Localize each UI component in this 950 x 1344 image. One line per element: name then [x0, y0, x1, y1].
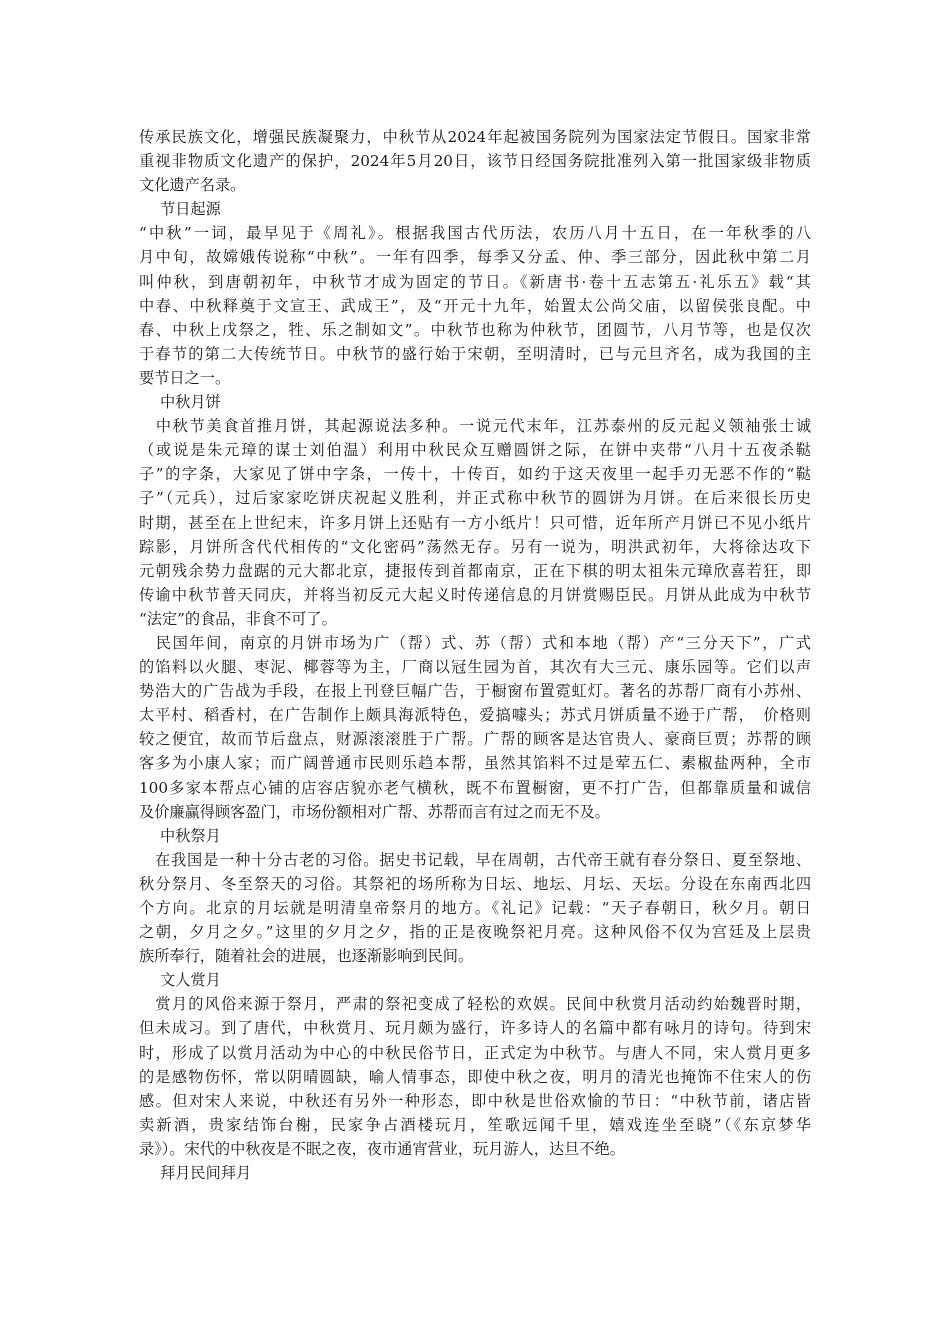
section-heading-mooncake: 中秋月饼: [160, 393, 221, 412]
text-line: 踪影，月饼所含代代相传的“文化密码”荡然无存。另有一说为，明洪武初年，大将徐达攻下: [139, 537, 811, 556]
section-heading-folk-worship: 拜月民间拜月: [160, 1164, 252, 1183]
paragraph-republic-era: [139, 631, 811, 824]
text-line: 要节日之一。: [139, 368, 231, 387]
text-line: 赏月的风俗来源于祭月，严肃的祭祀变成了轻松的欢娱。民间中秋赏月活动约始魏晋时期，: [139, 995, 811, 1014]
text-line: 中春、中秋释奠于文宣王、武成王”，及“开元十九年，始置太公尚父庙，以留侯张良配。中: [139, 296, 811, 315]
paragraph-moon-worship: [139, 848, 811, 968]
text-line: 春、中秋上戊祭之，牲、乐之制如文”。中秋节也称为仲秋节，团圆节，八月节等，也是仅次: [139, 320, 811, 339]
text-line: 时，形成了以赏月活动为中心的中秋民俗节日，正式定为中秋节。与唐人不同，宋人赏月更多: [139, 1043, 811, 1062]
text-line: 100多家本帮点心铺的店容店貌亦老气横秋，既不布置橱窗，更不打广告，但都靠质量和诚信: [139, 778, 811, 797]
paragraph-literati: [139, 992, 811, 1161]
document-body: [139, 125, 811, 1185]
text-line: 客多为小康人家；而广阔普通市民则乐趋本帮，虽然其馅料不过是荤五仁、素椒盐两种，全市: [139, 754, 811, 773]
text-line: 及价廉赢得顾客盈门，市场份额相对广帮、苏帮而言有过之而无不及。: [139, 802, 610, 821]
text-line: 之朝，夕月之夕。”这里的夕月之夕，指的正是夜晚祭祀月亮。这种风俗不仅为宫廷及上层贵: [139, 923, 811, 942]
paragraph-mooncake: [139, 414, 811, 631]
section-heading-moon-worship: 中秋祭月: [160, 826, 221, 845]
paragraph-intro: [139, 125, 811, 197]
text-line: 时期，甚至在上世纪末，许多月饼上还贴有一方小纸片！只可惜，近年所产月饼已不见小纸片: [139, 513, 811, 532]
text-line: 秋分祭月、冬至祭天的习俗。其祭祀的场所称为日坛、地坛、月坛、天坛。分设在东南西北四: [139, 874, 811, 893]
text-line: 但未成习。到了唐代，中秋赏月、玩月颇为盛行，许多诗人的名篇中都有咏月的诗句。待到宋: [139, 1019, 811, 1038]
text-line: 在我国是一种十分古老的习俗。据史书记载，早在周朝，古代帝王就有春分祭日、夏至祭地、: [139, 850, 811, 869]
text-line: 月中旬，故嫦娥传说称“中秋”。一年有四季，每季又分孟、仲、季三部分，因此秋中第二月: [139, 248, 811, 267]
text-line: 的是感物伤怀，常以阴晴圆缺，喻人情事态，即使中秋之夜，明月的清光也掩饰不住宋人的伤: [139, 1067, 811, 1086]
text-line: 文化遗产名录。: [139, 176, 246, 195]
text-line: 卖新酒，贵家结饰台榭，民家争占酒楼玩月，笙歌远闻千里，嬉戏连坐至晓”（《东京梦华: [139, 1115, 811, 1134]
text-line: 中秋节美食首推月饼，其起源说法多种。一说元代末年，江苏泰州的反元起义领袖张士诚: [139, 417, 811, 436]
text-line: 民国年间，南京的月饼市场为广（帮）式、苏（帮）式和本地（帮）产“三分天下”，广式: [139, 633, 811, 652]
text-line: 子”（元兵），过后家家吃饼庆祝起义胜利，并正式称中秋节的圆饼为月饼。在后来很长历史: [139, 489, 811, 508]
text-line: “中秋”一词，最早见于《周礼》。根据我国古代历法，农历八月十五日，在一年秋季的八: [139, 224, 811, 243]
text-line: 录》）。宋代的中秋夜是不眠之夜，夜市通宵营业，玩月游人，达旦不绝。: [139, 1139, 625, 1158]
text-line: 叫仲秋，到唐朝初年，中秋节才成为固定的节日。《新唐书·卷十五志第五·礼乐五》载“其: [139, 272, 811, 291]
text-line: 太平村、稻香村，在广告制作上颇具海派特色，爱搞噱头；苏式月饼质量不逊于广帮， 价格则: [139, 706, 811, 725]
text-line: 子”的字条，大家见了饼中字条，一传十，十传百，如约于这天夜里一起手刃无恶不作的“鞑: [139, 465, 811, 484]
text-line: 于春节的第二大传统节日。中秋节的盛行始于宋朝，至明清时，已与元旦齐名，成为我国的主: [139, 344, 811, 363]
text-line: （或说是朱元璋的谋士刘伯温）利用中秋民众互赠圆饼之际，在饼中夹带“八月十五夜杀鞑: [139, 441, 811, 460]
text-line: 的馅料以火腿、枣泥、椰蓉等为主，厂商以冠生园为首，其次有大三元、康乐园等。它们以声: [139, 658, 811, 677]
section-heading-literati: 文人赏月: [160, 971, 221, 990]
text-line: “法定”的食品，非食不可了。: [139, 609, 337, 628]
text-line: 势浩大的广告战为手段，在报上刊登巨幅广告，于橱窗布置霓虹灯。著名的苏帮厂商有小苏州、: [139, 682, 811, 701]
text-line: 族所奉行，随着社会的进展，也逐渐影响到民间。: [139, 947, 474, 966]
text-line: 个方向。北京的月坛就是明清皇帝祭月的地方。《礼记》记载：“天子春朝日，秋夕月。朝日: [139, 899, 811, 917]
text-line: 传谕中秋节普天同庆，并将当初反元大起义时传递信息的月饼赏赐臣民。月饼从此成为中秋节: [139, 585, 811, 604]
section-heading-origin: 节日起源: [160, 200, 221, 219]
text-line: 传承民族文化，增强民族凝聚力，中秋节从2024年起被国务院列为国家法定节假日。国家非常: [139, 128, 811, 146]
text-line: 较之便宜，故而节后盘点，财源滚滚胜于广帮。广帮的顾客是达官贵人、豪商巨贾；苏帮的顾: [139, 730, 811, 749]
text-line: 元朝残余势力盘踞的元大都北京，捷报传到首都南京，正在下棋的明太祖朱元璋欣喜若狂，即: [139, 561, 811, 580]
paragraph-origin: [139, 221, 811, 390]
text-line: 重视非物质文化遗产的保护，2024年5月20日，该节日经国务院批准列入第一批国家级非物质: [139, 152, 811, 171]
text-line: 感。但对宋人来说，中秋还有另外一种形态，即中秋是世俗欢愉的节日：“中秋节前，诸店皆: [139, 1091, 811, 1110]
